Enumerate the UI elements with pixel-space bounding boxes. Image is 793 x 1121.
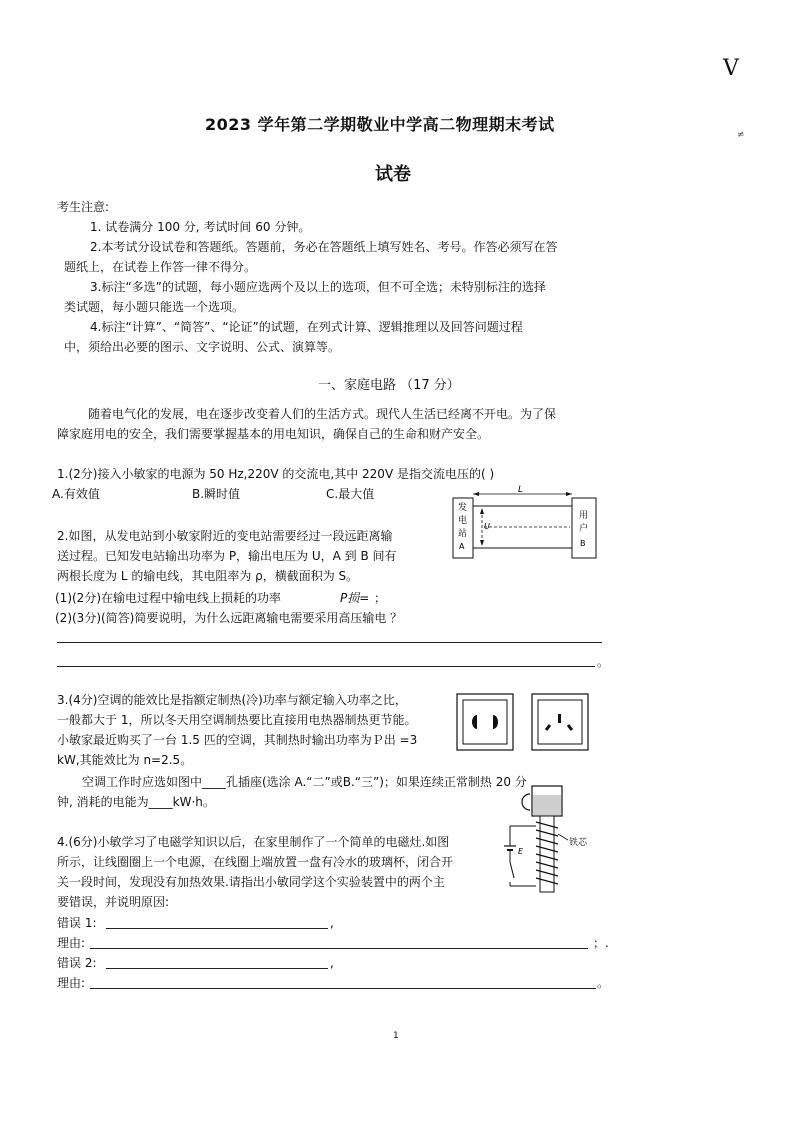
notice-item: 4.标注“计算”、“简答”、“论证”的试题，在列式计算、逻辑推理以及回答问题过程 bbox=[90, 320, 523, 334]
cup-handle bbox=[522, 794, 530, 810]
q2-sub1-answer: P损= bbox=[340, 591, 370, 605]
svg-text:A: A bbox=[459, 542, 465, 551]
notice-item: 2.本考试分设试卷和答题纸。答题前，务必在答题纸上填写姓名、考号。作答必须写在答 bbox=[90, 240, 558, 254]
svg-text:站: 站 bbox=[458, 529, 468, 539]
notice-item: 类试题，每小题只能选一个选项。 bbox=[64, 300, 245, 314]
reason1-answer-line[interactable] bbox=[90, 948, 588, 949]
length-label: L bbox=[518, 485, 524, 495]
q2-text: 2.如图，从发电站到小敏家附近的变电站需要经过一段远距离输 bbox=[57, 529, 393, 543]
q4-text: 要错误，并说明原因: bbox=[57, 895, 170, 909]
section-heading: 一、家庭电路 （17 分） bbox=[318, 378, 460, 393]
q4-text: 所示，让线圈圈上一个电源，在线圈上端放置一盘有冷水的玻璃杯，闭合开 bbox=[57, 855, 454, 869]
svg-text:发: 发 bbox=[458, 503, 468, 513]
emf-label: E bbox=[518, 847, 524, 856]
induction-cooker-diagram bbox=[500, 782, 600, 894]
core-label: 铁芯 bbox=[569, 838, 588, 848]
section-intro: 障家庭用电的安全，我们需要掌握基本的用电知识，确保自己的生命和财产安全。 bbox=[57, 427, 490, 441]
error2-answer-line[interactable] bbox=[106, 968, 328, 969]
corner-mark: V bbox=[723, 56, 739, 81]
section-intro: 随着电气化的发展，电在逐步改变着人们的生活方式。现代人生活已经离不开电。为了保 bbox=[88, 407, 557, 421]
error1-label: 错误 1: bbox=[57, 916, 97, 930]
reason1-label: 理由: bbox=[57, 936, 86, 950]
socket-diagram bbox=[455, 692, 590, 752]
q3-text: kW,其能效比为 n=2.5。 bbox=[57, 753, 193, 767]
reason2-label: 理由: bbox=[57, 976, 86, 990]
svg-text:电: 电 bbox=[458, 516, 468, 526]
q3-question: 空调工作时应选如图中____孔插座(选涂 A.“二”或B.“三”)；如果连续正常制热 20 分 bbox=[82, 775, 527, 789]
q2-sub1-tail: ； bbox=[374, 591, 387, 605]
q2-sub1: (1)(2分)在输电过程中输电线上损耗的功率 bbox=[55, 591, 281, 605]
error1-answer-line[interactable] bbox=[106, 928, 328, 929]
q3-text: 一般都大于 1，所以冬天用空调制热要比直接用电热器制热更节能。 bbox=[57, 713, 417, 727]
notice-heading: 考生注意: bbox=[57, 200, 110, 214]
transmission-diagram bbox=[450, 484, 600, 564]
q2-text: 两根长度为 L 的输电线，其电阻率为 ρ，横截面积为 S。 bbox=[57, 569, 359, 583]
tiny-mark: ≠ bbox=[737, 130, 745, 140]
q4-text: 4.(6分)小敏学习了电磁学知识以后，在家里制作了一个简单的电磁灶.如图 bbox=[57, 835, 450, 849]
answer-line[interactable] bbox=[57, 642, 602, 643]
voltage-label: U bbox=[484, 522, 490, 531]
q1-option-a: A.有效值 bbox=[52, 487, 100, 501]
q3-question: 钟, 消耗的电能为____kW·h。 bbox=[57, 795, 215, 809]
error2-label: 错误 2: bbox=[57, 956, 97, 970]
svg-text:用: 用 bbox=[579, 511, 589, 521]
notice-item: 题纸上，在试卷上作答一律不得分。 bbox=[64, 260, 257, 274]
exam-subtitle: 试卷 bbox=[375, 164, 411, 185]
notice-item: 1. 试卷满分 100 分, 考试时间 60 分钟。 bbox=[90, 220, 311, 234]
exam-title: 2023 学年第二学期敬业中学高二物理期末考试 bbox=[205, 115, 555, 134]
q2-text: 送过程。已知发电站输出功率为 P，输出电压为 U，A 到 B 间有 bbox=[57, 549, 397, 563]
svg-text:B: B bbox=[580, 539, 586, 548]
q3-text: 3.(4分)空调的能效比是指额定制热(冷)功率与额定输入功率之比， bbox=[57, 693, 407, 707]
q1-option-c: C.最大值 bbox=[326, 487, 375, 501]
switch bbox=[510, 862, 514, 878]
q1-option-b: B.瞬时值 bbox=[192, 487, 241, 501]
svg-text:户: 户 bbox=[579, 524, 589, 534]
notice-item: 3.标注“多选”的试题，每小题应选两个及以上的选项，但不可全选；未特别标注的选择 bbox=[90, 280, 546, 294]
answer-line[interactable] bbox=[57, 666, 595, 667]
three-hole-socket bbox=[532, 694, 588, 750]
q4-text: 关一段时间，发现没有加热效果.请指出小敏同学这个实验装置中的两个主 bbox=[57, 875, 445, 889]
two-hole-socket bbox=[457, 694, 513, 750]
q1-stem: 1.(2分)接入小敏家的电源为 50 Hz,220V 的交流电,其中 220V 是指交流电压的( ) bbox=[57, 467, 495, 481]
q2-sub2: (2)(3分)(简答)简要说明，为什么远距离输电需要采用高压输电 ？ bbox=[55, 611, 403, 625]
reason2-answer-line[interactable] bbox=[90, 988, 596, 989]
notice-item: 中，须给出必要的图示、文字说明、公式、演算等。 bbox=[64, 340, 341, 354]
q3-text: 小敏家最近购买了一台 1.5 匹的空调，其制热时输出功率为Ｐ出 =3 bbox=[57, 733, 418, 747]
page-number: 1 bbox=[393, 1031, 399, 1041]
